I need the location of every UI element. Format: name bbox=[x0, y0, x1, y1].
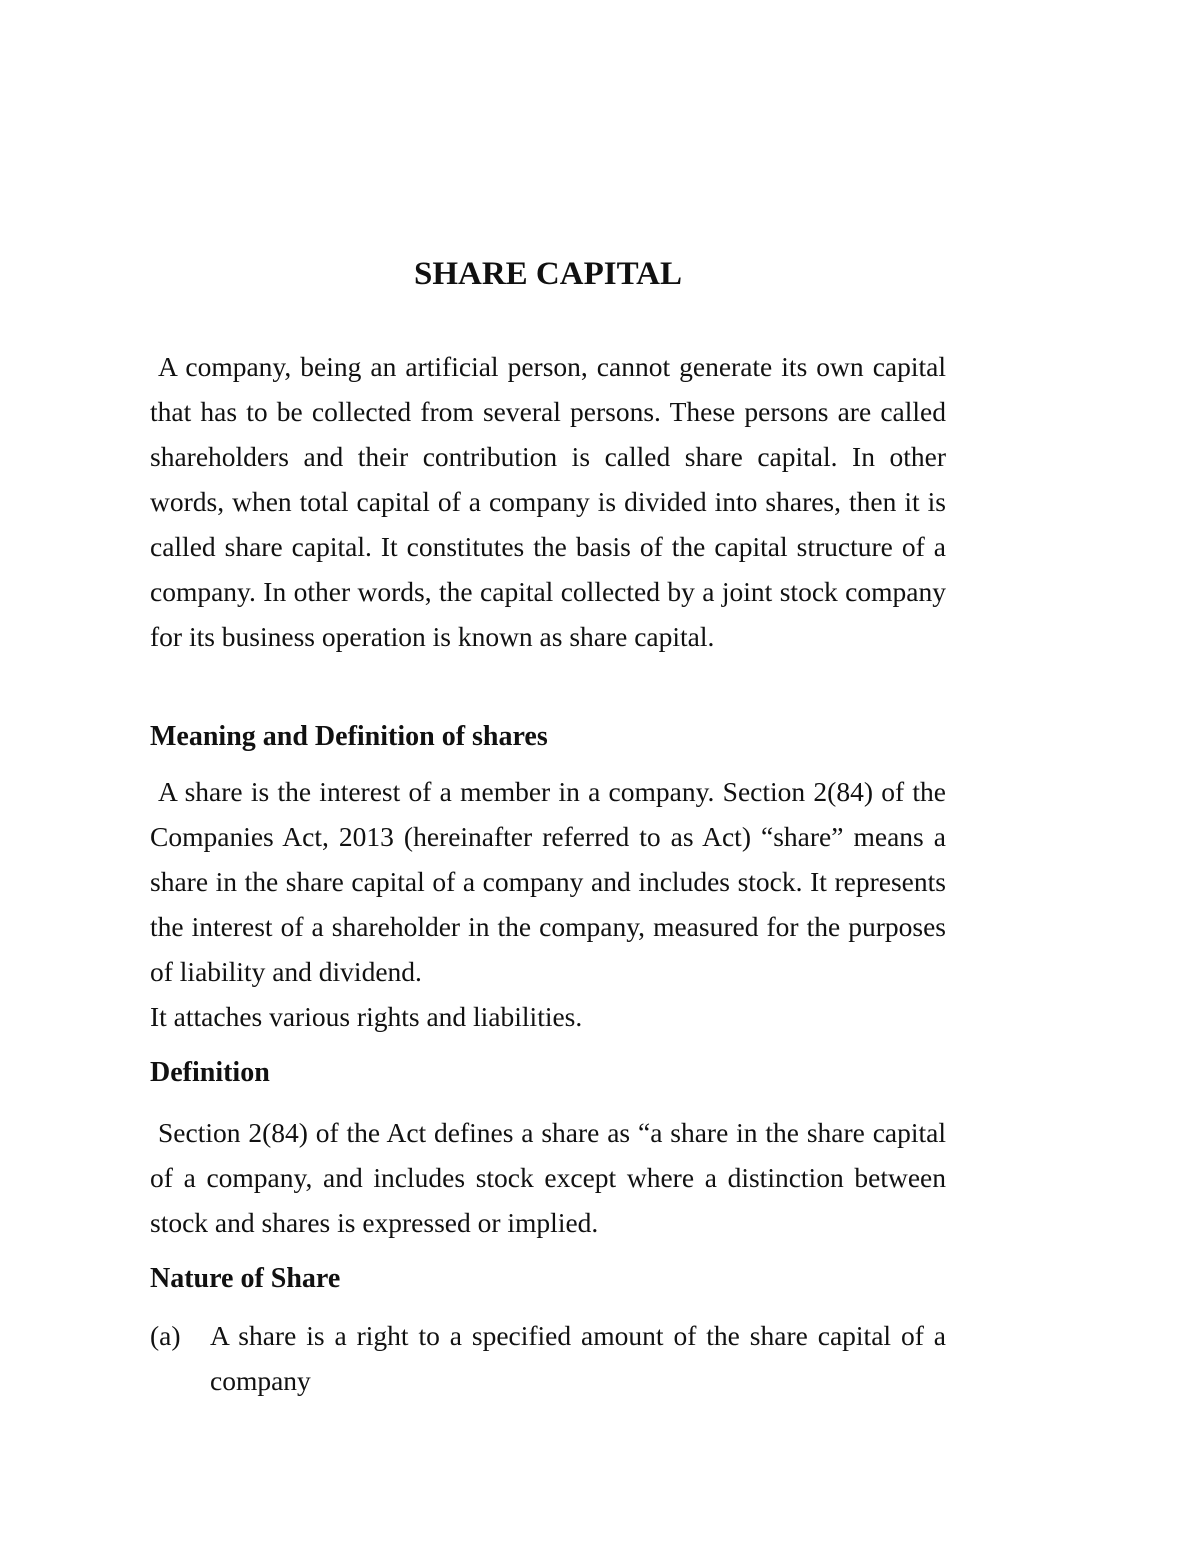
meaning-paragraph bbox=[150, 769, 946, 994]
meaning-paragraph-text: A share is the interest of a member in a company. Section 2(84) of the Companies Act, 2013 (hereinafter referred to as Act) “share” means a share in the share capital of a company and includes stock. It represents the interest of a shareholder in the company, measured for the purposes of liability and dividend. bbox=[150, 776, 946, 987]
document-title: SHARE CAPITAL bbox=[413, 256, 682, 292]
list-item-marker: (a) bbox=[150, 1320, 181, 1351]
list-item-text: A share is a right to a specified amount of the share capital of a company bbox=[210, 1320, 946, 1396]
meaning-paragraph-second: It attaches various rights and liabilities. bbox=[150, 1001, 583, 1032]
intro-paragraph-text: A company, being an artificial person, cannot generate its own capital that has to be collected from several persons. These persons are called shareholders and their contribution is called share capital. In other words, when total capital of a company is divided into shares, then it is called share capital. It constitutes the basis of the capital structure of a company. In other words, the capital collected by a joint stock company for its business operation is known as share capital. bbox=[150, 351, 946, 652]
intro-paragraph bbox=[150, 344, 946, 659]
section-heading-nature: Nature of Share bbox=[150, 1263, 341, 1294]
section-heading-definition: Definition bbox=[150, 1057, 270, 1088]
list-item bbox=[150, 1313, 946, 1403]
definition-paragraph-text: Section 2(84) of the Act defines a share as “a share in the share capital of a company, and includes stock except where a distinction between stock and shares is expressed or implied. bbox=[150, 1117, 946, 1238]
section-heading-meaning: Meaning and Definition of shares bbox=[150, 721, 548, 752]
definition-paragraph bbox=[150, 1110, 946, 1245]
